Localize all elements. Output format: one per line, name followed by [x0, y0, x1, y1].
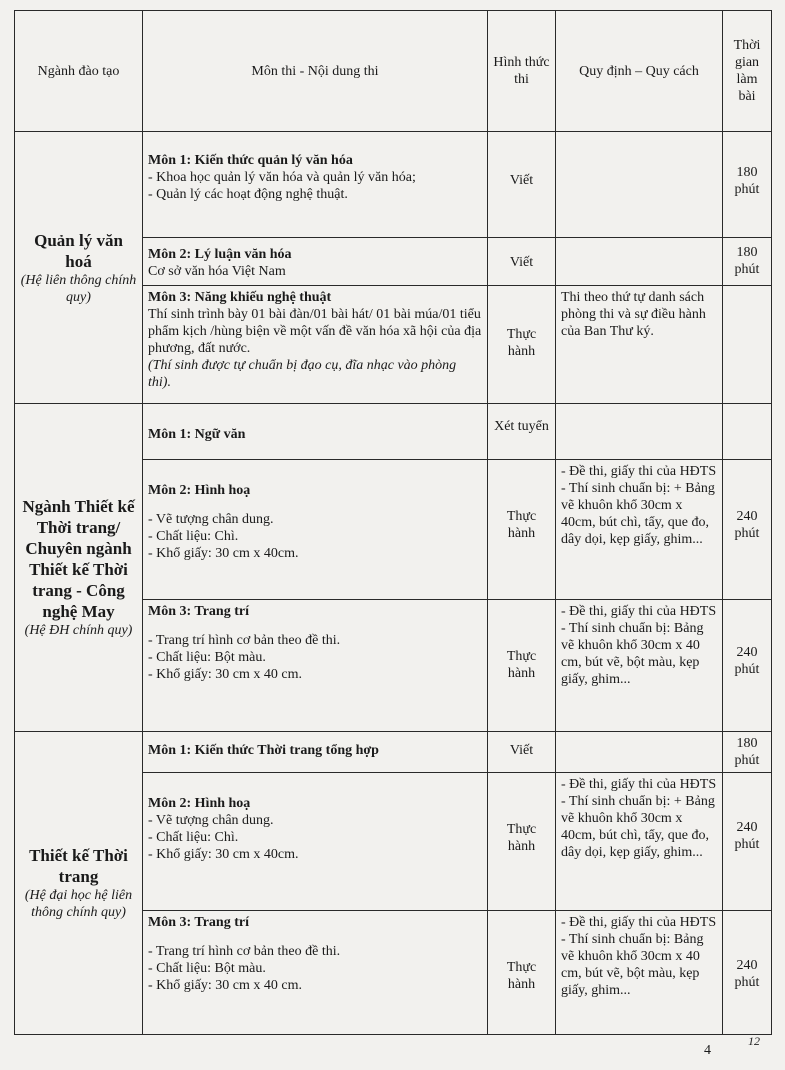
handwritten-page-mark: 12 [748, 1034, 760, 1048]
rule-cell: Thi theo thứ tự danh sách phòng thi và sự điều hành của Ban Thư ký. [556, 286, 723, 404]
subject-title: Môn 3: Năng khiếu nghệ thuật [148, 290, 332, 305]
time-cell [723, 286, 772, 404]
subject-line: - Khổ giấy: 30 cm x 40cm. [148, 847, 299, 862]
rule-cell: - Đề thi, giấy thi của HĐTS - Thí sinh chuẩn bị: Bảng vẽ khuôn khổ 30cm x 40 cm, bút vẽ, bột màu, kẹp giấy, ghim... [556, 600, 723, 732]
subject-line: - Khổ giấy: 30 cm x 40cm. [148, 546, 299, 561]
form-cell: Thực hành [488, 773, 556, 911]
subject-title: Môn 2: Hình hoạ [148, 483, 251, 498]
major-name: Ngành Thiết kế Thời trang/ Chuyên ngành Thiết kế Thời trang - Công nghệ May [22, 497, 135, 621]
subject-line: - Chất liệu: Bột màu. [148, 961, 266, 976]
subject-line: - Trang trí hình cơ bản theo đề thi. [148, 944, 341, 959]
major-note: (Hệ đại học hệ liên thông chính quy) [24, 888, 133, 920]
time-cell: 240 phút [723, 911, 772, 1035]
form-cell: Xét tuyển [488, 404, 556, 460]
subject-line: - Chất liệu: Bột màu. [148, 650, 266, 665]
table-row [15, 404, 772, 460]
time-cell: 180 phút [723, 238, 772, 286]
subject-cell [143, 600, 488, 732]
form-cell: Viết [488, 732, 556, 773]
major-cell [15, 732, 143, 1035]
form-cell: Thực hành [488, 286, 556, 404]
exam-table [14, 10, 772, 1035]
major-cell [15, 404, 143, 732]
form-cell: Viết [488, 132, 556, 238]
subject-cell [143, 404, 488, 460]
subject-line: - Khổ giấy: 30 cm x 40 cm. [148, 667, 302, 682]
subject-cell [143, 286, 488, 404]
subject-italic-note: (Thí sinh được tự chuẩn bị đạo cụ, đĩa nhạc vào phòng thi). [148, 358, 457, 390]
subject-line: - Trang trí hình cơ bản theo đề thi. [148, 633, 341, 648]
header-major: Ngành đào tạo [15, 11, 143, 132]
time-cell: 180 phút [723, 732, 772, 773]
major-cell [15, 132, 143, 404]
rule-cell [556, 132, 723, 238]
header-subject: Môn thi - Nội dung thi [143, 11, 488, 132]
subject-cell [143, 460, 488, 600]
page-number: 4 [704, 1043, 711, 1058]
subject-line: - Vẽ tượng chân dung. [148, 813, 274, 828]
subject-line: - Quản lý các hoạt động nghệ thuật. [148, 187, 348, 202]
rule-cell [556, 732, 723, 773]
subject-title: Môn 3: Trang trí [148, 915, 249, 930]
header-form: Hình thức thi [488, 11, 556, 132]
subject-line: - Vẽ tượng chân dung. [148, 512, 274, 527]
subject-title: Môn 2: Lý luận văn hóa [148, 247, 292, 262]
subject-line: - Chất liệu: Chì. [148, 529, 239, 544]
header-row [15, 11, 772, 132]
subject-line: Thí sinh trình bày 01 bài đàn/01 bài hát/ 01 bài múa/01 tiểu phẩm kịch /hùng biện về một vấn đề văn hóa xã hội của địa phương, đất nước. [148, 307, 482, 356]
header-rule: Quy định – Quy cách [556, 11, 723, 132]
form-cell: Thực hành [488, 460, 556, 600]
major-name: Quản lý văn hoá [34, 230, 123, 271]
major-note: (Hệ liên thông chính quy) [20, 272, 137, 305]
subject-cell [143, 911, 488, 1035]
subject-cell [143, 732, 488, 773]
subject-title: Môn 2: Hình hoạ [148, 796, 251, 811]
subject-line: Cơ sở văn hóa Việt Nam [148, 264, 286, 279]
rule-cell [556, 238, 723, 286]
header-time: Thời gian làm bài [723, 11, 772, 132]
major-name: Thiết kế Thời trang [29, 846, 128, 886]
subject-line: - Khoa học quản lý văn hóa và quản lý văn hóa; [148, 170, 416, 185]
subject-cell [143, 238, 488, 286]
table-row [15, 132, 772, 238]
rule-cell [556, 404, 723, 460]
time-cell: 240 phút [723, 773, 772, 911]
time-cell: 240 phút [723, 600, 772, 732]
subject-line: - Khổ giấy: 30 cm x 40 cm. [148, 978, 302, 993]
table-row [15, 732, 772, 773]
subject-cell [143, 773, 488, 911]
rule-cell: - Đề thi, giấy thi của HĐTS - Thí sinh chuẩn bị: Bảng vẽ khuôn khổ 30cm x 40 cm, bút vẽ, bột màu, kẹp giấy, ghim... [556, 911, 723, 1035]
form-cell: Viết [488, 238, 556, 286]
form-cell: Thực hành [488, 911, 556, 1035]
time-cell [723, 404, 772, 460]
subject-title: Môn 3: Trang trí [148, 604, 249, 619]
time-cell: 180 phút [723, 132, 772, 238]
subject-title: Môn 1: Ngữ văn [148, 427, 246, 442]
rule-cell: - Đề thi, giấy thi của HĐTS - Thí sinh chuẩn bị: + Bảng vẽ khuôn khổ 30cm x 40cm, bút chì, tẩy, que đo, dây dọi, kẹp giấy, ghim... [556, 773, 723, 911]
major-note: (Hệ ĐH chính quy) [24, 623, 133, 638]
subject-cell [143, 132, 488, 238]
subject-title: Môn 1: Kiến thức Thời trang tổng hợp [148, 743, 379, 758]
subject-line: - Chất liệu: Chì. [148, 830, 239, 845]
subject-title: Môn 1: Kiến thức quản lý văn hóa [148, 153, 353, 168]
time-cell: 240 phút [723, 460, 772, 600]
rule-cell: - Đề thi, giấy thi của HĐTS - Thí sinh chuẩn bị: + Bảng vẽ khuôn khổ 30cm x 40cm, bút chì, tẩy, que đo, dây dọi, kẹp giấy, ghim... [556, 460, 723, 600]
form-cell: Thực hành [488, 600, 556, 732]
